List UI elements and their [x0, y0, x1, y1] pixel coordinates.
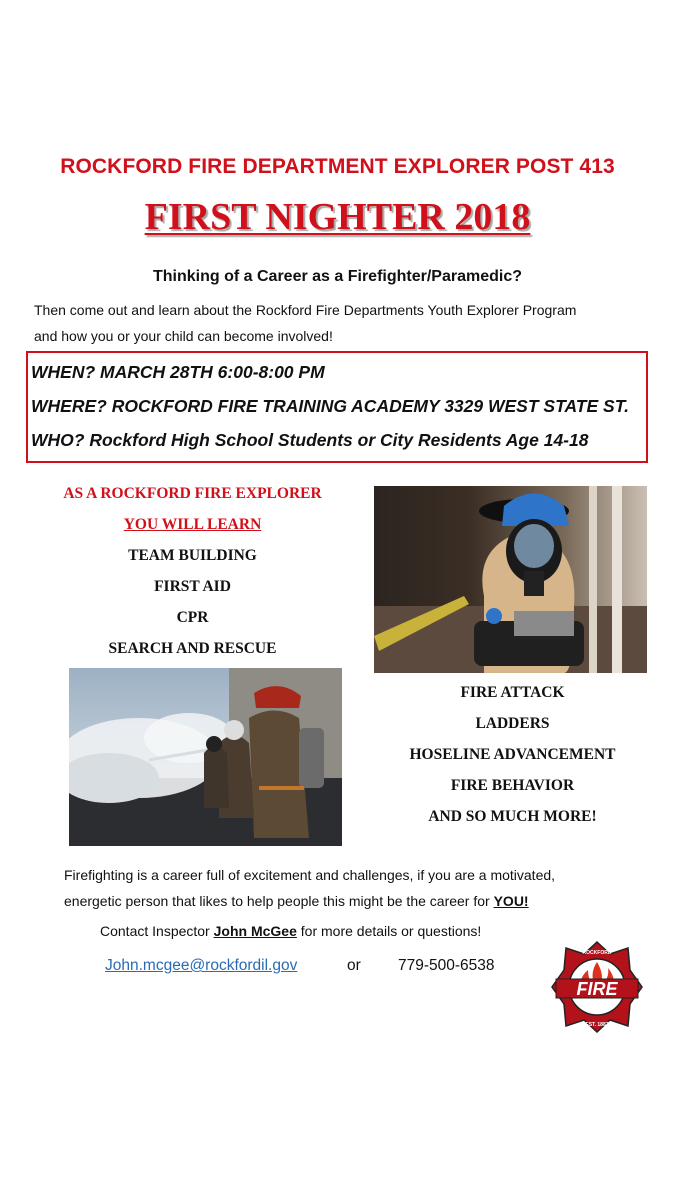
para-line-1: Firefighting is a career full of excitement and challenges, if you are a motivated, — [64, 867, 556, 883]
career-paragraph — [64, 862, 624, 914]
learn-item: SEARCH AND RESCUE — [108, 640, 277, 657]
intro-text — [34, 297, 654, 349]
firefighters-hose-photo — [69, 668, 342, 846]
learn-item: AND SO MUCH MORE! — [428, 808, 597, 825]
phone-number: 779-500-6538 — [398, 957, 495, 974]
learn-heading: YOU WILL LEARN — [123, 516, 262, 533]
fire-department-logo — [550, 940, 644, 1034]
learn-list-left — [55, 478, 330, 664]
learn-item: LADDERS — [475, 715, 550, 732]
or-separator: or — [347, 957, 361, 974]
para-line-2: energetic person that likes to help people this might be the career for YOU! — [64, 893, 529, 909]
logo-top-text: ROCKFORD — [582, 950, 612, 956]
who-line: WHO? Rockford High School Students or City Residents Age 14-18 — [31, 430, 589, 450]
intro-line-2: and how you or your child can become involved! — [34, 328, 333, 344]
firefighter-mask-photo — [374, 486, 647, 673]
when-line: WHEN? MARCH 28TH 6:00-8:00 PM — [31, 362, 325, 382]
logo-text: FIRE — [576, 979, 618, 999]
subtitle: Thinking of a Career as a Firefighter/Paramedic? — [153, 268, 522, 285]
learn-list-right — [375, 677, 650, 832]
org-title: ROCKFORD FIRE DEPARTMENT EXPLORER POST 413 — [60, 155, 615, 178]
explorer-intro: AS A ROCKFORD FIRE EXPLORER — [63, 485, 322, 502]
intro-line-1: Then come out and learn about the Rockford Fire Departments Youth Explorer Program — [34, 302, 577, 318]
logo-bottom-text: EST. 1887 — [585, 1022, 609, 1028]
event-title: FIRST NIGHTER 2018 — [144, 196, 531, 238]
learn-item: FIRST AID — [154, 578, 231, 595]
learn-item: FIRE ATTACK — [460, 684, 565, 701]
learn-item: TEAM BUILDING — [128, 547, 257, 564]
contact-line: Contact Inspector John McGee for more details or questions! — [100, 923, 482, 939]
learn-item: FIRE BEHAVIOR — [450, 777, 575, 794]
where-line: WHERE? ROCKFORD FIRE TRAINING ACADEMY 3329 WEST STATE ST. — [31, 396, 629, 416]
learn-item: HOSELINE ADVANCEMENT — [409, 746, 616, 763]
you-emphasis: YOU! — [493, 893, 529, 909]
contact-name: John McGee — [213, 923, 297, 939]
email-link[interactable]: John.mcgee@rockfordil.gov — [105, 957, 298, 974]
learn-item: CPR — [176, 609, 209, 626]
